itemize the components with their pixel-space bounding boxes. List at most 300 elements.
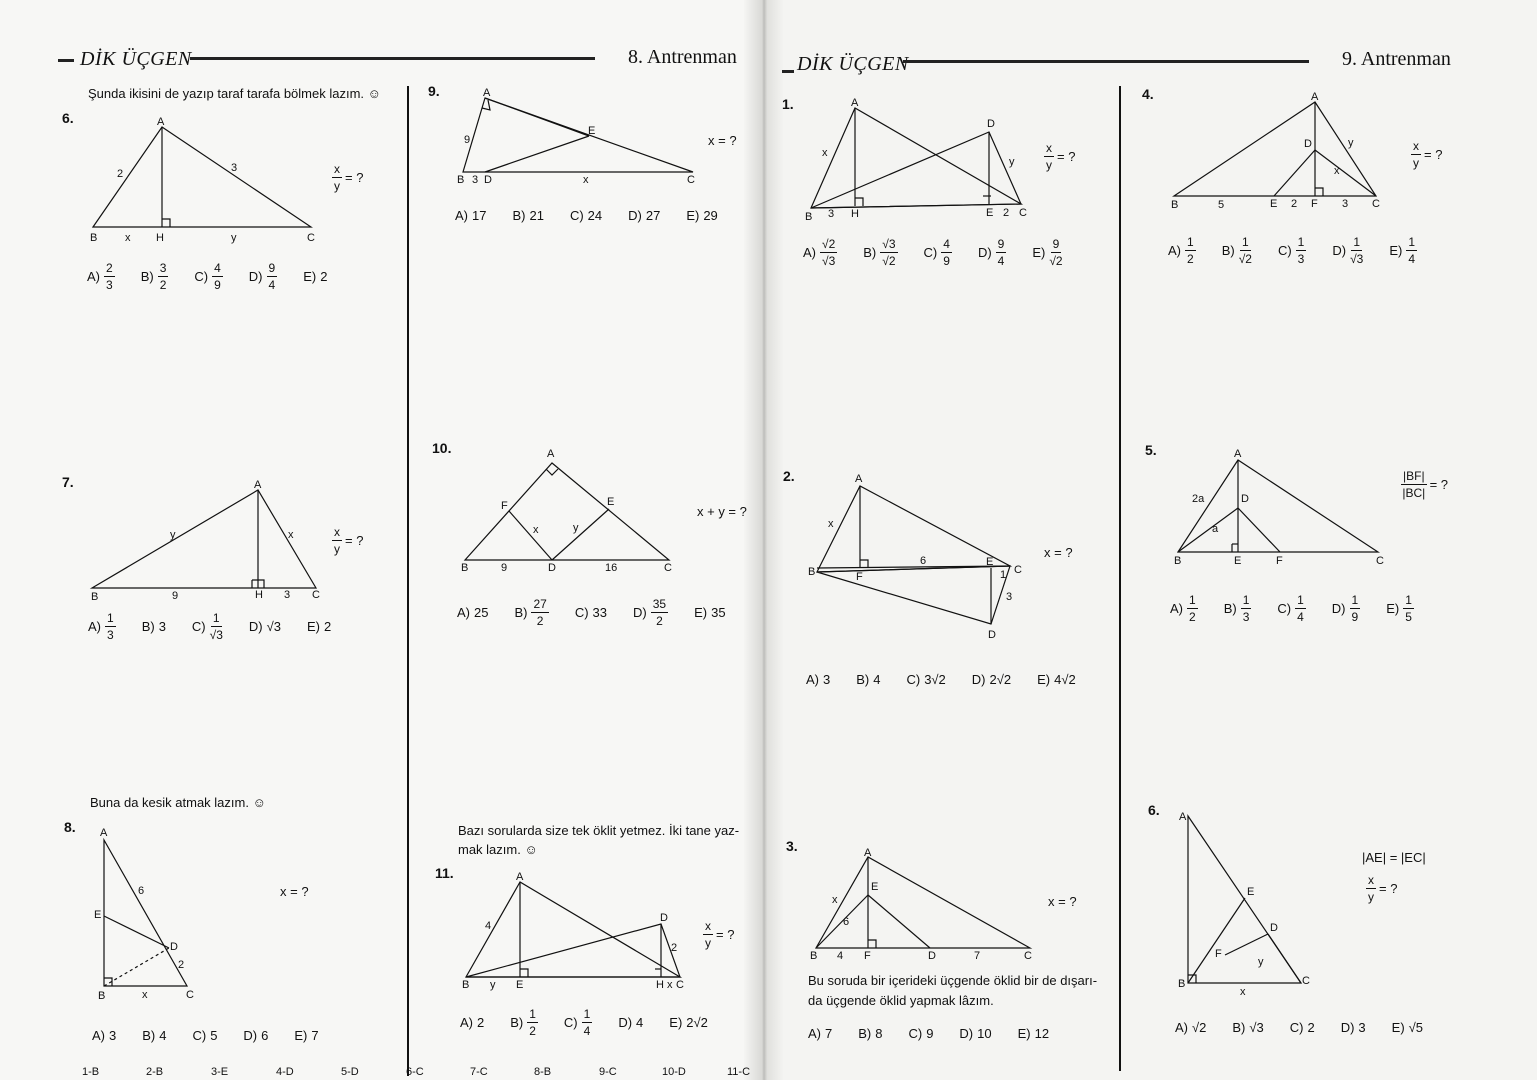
option-letter: B) bbox=[142, 1028, 156, 1043]
question-number: 1. bbox=[782, 96, 794, 112]
svg-text:2: 2 bbox=[1003, 207, 1010, 219]
svg-text:C: C bbox=[1014, 564, 1022, 576]
option-fraction: $\frac{9}{4}$ bbox=[997, 237, 1005, 268]
answer-key-item: 2-B bbox=[146, 1066, 164, 1078]
svg-text:6: 6 bbox=[843, 916, 850, 928]
answer-option bbox=[856, 672, 880, 687]
answer-key-item: 10-D bbox=[662, 1066, 686, 1078]
svg-text:C: C bbox=[1019, 207, 1027, 219]
answer-option bbox=[460, 1015, 484, 1030]
answer-options bbox=[88, 612, 357, 641]
svg-text:D: D bbox=[1304, 138, 1312, 150]
svg-text:C: C bbox=[312, 589, 320, 601]
svg-text:x: x bbox=[1334, 165, 1340, 177]
option-value: 4 bbox=[636, 1015, 644, 1030]
option-letter: D) bbox=[977, 245, 992, 260]
answer-options bbox=[1175, 1020, 1449, 1035]
answer-options bbox=[1170, 594, 1440, 623]
svg-text:y: y bbox=[490, 979, 496, 991]
svg-text:E: E bbox=[1234, 555, 1242, 567]
svg-text:A: A bbox=[100, 827, 108, 839]
answer-option bbox=[1392, 1020, 1423, 1035]
option-value: 2 bbox=[477, 1015, 485, 1030]
svg-text:y: y bbox=[231, 232, 237, 244]
question-number: 2. bbox=[783, 468, 795, 484]
question-number: 3. bbox=[786, 838, 798, 854]
svg-text:F: F bbox=[501, 500, 508, 512]
answer-option bbox=[1389, 236, 1417, 265]
triangle-figure bbox=[94, 826, 214, 1006]
question-number: 4. bbox=[1142, 86, 1154, 102]
svg-text:C: C bbox=[687, 174, 695, 186]
left-header-rule bbox=[190, 57, 595, 60]
answer-option bbox=[628, 208, 660, 223]
option-letter: B) bbox=[510, 1015, 524, 1030]
option-letter: B) bbox=[856, 672, 870, 687]
triangle-figure bbox=[1175, 808, 1315, 1000]
svg-text:D: D bbox=[1241, 493, 1249, 505]
svg-text:D: D bbox=[988, 629, 996, 641]
triangle-figure bbox=[85, 115, 335, 245]
answer-option bbox=[669, 1015, 708, 1030]
svg-text:y: y bbox=[1009, 156, 1015, 168]
question-prompt: $\frac{x}{y}$ = ? bbox=[705, 919, 735, 950]
right-header-rule bbox=[903, 60, 1309, 63]
option-value: √3 bbox=[1249, 1020, 1264, 1035]
option-fraction: $\frac{1}{2}$ bbox=[1187, 235, 1194, 266]
answer-option bbox=[1386, 594, 1414, 623]
answer-option bbox=[564, 1008, 592, 1037]
answer-options bbox=[457, 598, 752, 627]
book-gutter bbox=[744, 0, 784, 1080]
option-letter: E) bbox=[1037, 672, 1051, 687]
option-letter: B) bbox=[1223, 601, 1237, 616]
svg-text:B: B bbox=[461, 562, 469, 574]
answer-option bbox=[906, 672, 945, 687]
answer-option bbox=[92, 1028, 116, 1043]
option-fraction: $\frac{9}{4}$ bbox=[268, 261, 276, 292]
right-antrenman: 9. Antrenman bbox=[1342, 48, 1451, 70]
svg-text:D: D bbox=[548, 562, 556, 574]
option-letter: B) bbox=[140, 269, 154, 284]
svg-text:A: A bbox=[1311, 91, 1319, 103]
option-fraction: $\frac{1}{3}$ bbox=[107, 611, 114, 642]
svg-text:A: A bbox=[157, 116, 165, 128]
answer-option bbox=[1168, 236, 1196, 265]
answer-options bbox=[803, 238, 1089, 267]
svg-text:A: A bbox=[516, 871, 524, 883]
svg-text:2: 2 bbox=[117, 168, 124, 180]
answer-option bbox=[1290, 1020, 1315, 1035]
option-letter: C) bbox=[1277, 601, 1292, 616]
option-letter: A) bbox=[87, 269, 100, 284]
svg-text:B: B bbox=[810, 950, 818, 962]
answer-option bbox=[88, 612, 116, 641]
option-value: 5 bbox=[210, 1028, 218, 1043]
answer-option bbox=[514, 598, 548, 627]
option-letter: E) bbox=[294, 1028, 308, 1043]
svg-text:2: 2 bbox=[178, 959, 185, 971]
answer-key-item: 5-D bbox=[341, 1066, 359, 1078]
answer-option bbox=[1341, 1020, 1366, 1035]
option-value: 17 bbox=[472, 208, 487, 223]
svg-text:B: B bbox=[805, 211, 813, 223]
option-value: 12 bbox=[1034, 1026, 1050, 1041]
svg-text:B: B bbox=[808, 566, 816, 578]
svg-text:x: x bbox=[125, 232, 131, 244]
option-letter: C) bbox=[194, 269, 209, 284]
triangle-figure bbox=[458, 872, 698, 992]
option-letter: C) bbox=[191, 619, 206, 634]
option-value: 3√2 bbox=[924, 672, 946, 687]
option-fraction: $\frac{1}{3}$ bbox=[1242, 593, 1250, 624]
svg-text:2: 2 bbox=[1291, 198, 1298, 210]
option-letter: E) bbox=[686, 208, 700, 223]
svg-text:D: D bbox=[1270, 922, 1278, 934]
answer-key-item: 3-E bbox=[211, 1066, 229, 1078]
svg-text:A: A bbox=[855, 473, 863, 485]
option-value: 10 bbox=[977, 1026, 992, 1041]
svg-text:F: F bbox=[1311, 198, 1318, 210]
answer-option bbox=[192, 1028, 217, 1043]
svg-text:B: B bbox=[1171, 199, 1179, 211]
answer-option bbox=[294, 1028, 318, 1043]
question-prompt: $\frac{x}{y}$ = ? bbox=[1413, 139, 1443, 170]
svg-text:9: 9 bbox=[501, 562, 508, 574]
svg-text:B: B bbox=[462, 979, 470, 991]
answer-option bbox=[510, 1008, 538, 1037]
option-fraction: $\frac{27}{2}$ bbox=[533, 597, 547, 628]
answer-option bbox=[575, 605, 607, 620]
question-number: 11. bbox=[435, 865, 454, 881]
answer-option bbox=[194, 262, 222, 291]
question-prompt: x = ? bbox=[1044, 545, 1073, 560]
answer-option bbox=[1278, 236, 1306, 265]
answer-option bbox=[686, 208, 717, 223]
option-fraction: $\frac{35}{2}$ bbox=[652, 597, 667, 628]
answer-option bbox=[249, 262, 277, 291]
option-value: 7 bbox=[311, 1028, 319, 1043]
svg-text:3: 3 bbox=[231, 162, 238, 174]
triangle-figure bbox=[803, 96, 1035, 224]
option-fraction: $\frac{1}{√2}$ bbox=[1238, 235, 1252, 266]
svg-text:y: y bbox=[170, 529, 176, 541]
svg-text:C: C bbox=[1372, 198, 1380, 210]
option-letter: E) bbox=[1386, 601, 1400, 616]
answer-key-item: 11-C bbox=[727, 1066, 751, 1078]
question-prompt: x = ? bbox=[1048, 894, 1077, 909]
option-letter: D) bbox=[628, 208, 642, 223]
svg-text:4: 4 bbox=[837, 950, 844, 962]
given-condition: |AE| = |EC| bbox=[1362, 850, 1426, 865]
svg-text:16: 16 bbox=[605, 562, 618, 574]
option-value: 25 bbox=[474, 605, 489, 620]
answer-options bbox=[460, 1008, 734, 1037]
question-number: 5. bbox=[1145, 442, 1157, 458]
option-value: √5 bbox=[1408, 1020, 1424, 1035]
option-letter: B) bbox=[141, 619, 155, 634]
svg-text:x: x bbox=[832, 894, 838, 906]
option-value: 3 bbox=[823, 672, 831, 687]
svg-text:E: E bbox=[94, 909, 102, 921]
question-number: 8. bbox=[64, 819, 76, 835]
option-letter: E) bbox=[694, 605, 708, 620]
svg-text:y: y bbox=[1348, 137, 1354, 149]
option-letter: C) bbox=[906, 672, 921, 687]
svg-text:F: F bbox=[856, 571, 863, 583]
svg-text:2: 2 bbox=[671, 942, 678, 954]
question-number: 10. bbox=[432, 440, 452, 456]
svg-text:H: H bbox=[656, 979, 664, 991]
option-letter: D) bbox=[618, 1015, 633, 1030]
svg-text:y: y bbox=[1258, 956, 1264, 968]
answer-option bbox=[512, 208, 543, 223]
option-letter: D) bbox=[1331, 601, 1346, 616]
answer-option bbox=[1018, 1026, 1049, 1041]
answer-option bbox=[87, 262, 115, 291]
left-antrenman: 8. Antrenman bbox=[628, 46, 737, 68]
question-prompt: $\frac{x}{y}$ = ? bbox=[334, 162, 364, 193]
answer-option bbox=[924, 238, 952, 267]
svg-text:C: C bbox=[1302, 975, 1310, 987]
option-value: 6 bbox=[261, 1028, 269, 1043]
option-fraction: $\frac{1}{4}$ bbox=[583, 1007, 591, 1038]
svg-text:C: C bbox=[664, 562, 672, 574]
svg-text:A: A bbox=[1234, 448, 1242, 460]
svg-text:a: a bbox=[1212, 523, 1219, 535]
svg-text:D: D bbox=[928, 950, 936, 962]
svg-text:F: F bbox=[864, 950, 871, 962]
option-letter: A) bbox=[1168, 243, 1181, 258]
hint-text: Şunda ikisini de yazıp taraf tarafa bölmek lazım. ☺ bbox=[88, 86, 381, 101]
option-value: 4√2 bbox=[1054, 672, 1076, 687]
option-letter: D) bbox=[971, 672, 986, 687]
answer-option bbox=[806, 672, 830, 687]
answer-option bbox=[1332, 236, 1363, 265]
option-letter: D) bbox=[248, 269, 263, 284]
answer-option bbox=[243, 1028, 268, 1043]
question-prompt: $\frac{x}{y}$ = ? bbox=[1046, 141, 1076, 172]
answer-option bbox=[1032, 238, 1062, 267]
option-fraction: $\frac{1}{2}$ bbox=[1189, 593, 1196, 624]
svg-text:B: B bbox=[457, 174, 465, 186]
answer-key-item: 4-D bbox=[276, 1066, 294, 1078]
option-letter: C) bbox=[1277, 243, 1292, 258]
answer-option bbox=[1232, 1020, 1263, 1035]
option-letter: E) bbox=[1391, 1020, 1405, 1035]
svg-text:C: C bbox=[676, 979, 684, 991]
svg-text:B: B bbox=[1178, 978, 1186, 990]
option-value: 2√2 bbox=[989, 672, 1012, 687]
svg-text:H: H bbox=[156, 232, 164, 244]
question-number: 6. bbox=[62, 110, 74, 126]
answer-option bbox=[908, 1026, 933, 1041]
answer-option bbox=[142, 1028, 166, 1043]
answer-option bbox=[694, 605, 725, 620]
option-value: 9 bbox=[926, 1026, 934, 1041]
option-fraction: $\frac{4}{9}$ bbox=[214, 261, 221, 292]
answer-option bbox=[1332, 594, 1360, 623]
svg-text:4: 4 bbox=[485, 920, 492, 932]
option-fraction: $\frac{1}{4}$ bbox=[1408, 235, 1416, 266]
svg-text:C: C bbox=[186, 989, 194, 1001]
option-value: √3 bbox=[266, 619, 281, 634]
svg-text:1: 1 bbox=[1000, 569, 1007, 581]
svg-text:B: B bbox=[98, 990, 106, 1002]
svg-text:x: x bbox=[667, 979, 673, 991]
option-letter: E) bbox=[1032, 245, 1046, 260]
question-prompt: $\frac{x}{y}$ = ? bbox=[334, 525, 364, 556]
option-letter: D) bbox=[1332, 243, 1347, 258]
header-dash bbox=[58, 59, 74, 62]
svg-text:H: H bbox=[851, 208, 859, 220]
option-fraction: $\frac{9}{√2}$ bbox=[1049, 237, 1063, 268]
svg-text:B: B bbox=[91, 591, 99, 603]
option-value: 4 bbox=[159, 1028, 167, 1043]
answer-option bbox=[457, 605, 488, 620]
option-value: 2 bbox=[320, 269, 328, 284]
option-letter: C) bbox=[192, 1028, 207, 1043]
option-value: 2 bbox=[1307, 1020, 1315, 1035]
option-value: 3 bbox=[1358, 1020, 1366, 1035]
answer-option bbox=[455, 208, 486, 223]
question-prompt: x = ? bbox=[280, 884, 309, 899]
option-fraction: $\frac{1}{2}$ bbox=[529, 1007, 536, 1038]
question-number: 9. bbox=[428, 83, 440, 99]
svg-text:B: B bbox=[1174, 555, 1182, 567]
answer-option bbox=[570, 208, 602, 223]
option-letter: C) bbox=[574, 605, 589, 620]
svg-text:E: E bbox=[607, 496, 615, 508]
answer-option bbox=[1037, 672, 1076, 687]
svg-text:x: x bbox=[828, 518, 834, 530]
option-fraction: $\frac{4}{9}$ bbox=[943, 237, 950, 268]
svg-text:F: F bbox=[1215, 948, 1222, 960]
option-letter: A) bbox=[1175, 1020, 1188, 1035]
svg-text:6: 6 bbox=[920, 555, 927, 567]
answer-option bbox=[803, 238, 837, 267]
option-letter: C) bbox=[923, 245, 938, 260]
option-letter: A) bbox=[1170, 601, 1183, 616]
option-fraction: $\frac{1}{√3}$ bbox=[1350, 235, 1364, 266]
svg-text:H: H bbox=[255, 589, 263, 601]
option-letter: E) bbox=[669, 1015, 683, 1030]
svg-text:A: A bbox=[254, 479, 262, 491]
answer-option bbox=[863, 238, 897, 267]
answer-option bbox=[1277, 594, 1305, 623]
option-letter: B) bbox=[514, 605, 528, 620]
option-letter: E) bbox=[303, 269, 317, 284]
option-letter: D) bbox=[1340, 1020, 1355, 1035]
answer-option bbox=[141, 262, 169, 291]
svg-text:2a: 2a bbox=[1192, 493, 1205, 505]
option-fraction: $\frac{2}{3}$ bbox=[106, 261, 113, 292]
svg-text:3: 3 bbox=[1006, 591, 1013, 603]
triangle-figure bbox=[457, 443, 677, 578]
triangle-figure bbox=[455, 88, 705, 188]
question-number: 7. bbox=[62, 474, 74, 490]
header-dash bbox=[782, 70, 794, 73]
question-prompt: x + y = ? bbox=[697, 504, 747, 519]
svg-text:x: x bbox=[142, 989, 148, 1001]
svg-text:E: E bbox=[986, 207, 994, 219]
svg-text:D: D bbox=[660, 912, 668, 924]
svg-text:9: 9 bbox=[464, 134, 471, 146]
option-letter: C) bbox=[569, 208, 584, 223]
svg-text:B: B bbox=[90, 232, 98, 244]
option-value: 2√2 bbox=[686, 1015, 708, 1030]
option-letter: E) bbox=[1389, 243, 1403, 258]
svg-text:3: 3 bbox=[828, 208, 835, 220]
answer-options bbox=[1168, 236, 1443, 265]
option-fraction: $\frac{1}{4}$ bbox=[1297, 593, 1304, 624]
option-value: √2 bbox=[1192, 1020, 1207, 1035]
answer-key-item: 6-C bbox=[406, 1066, 424, 1078]
svg-text:x: x bbox=[1240, 986, 1246, 998]
answer-key-item: 1-B bbox=[82, 1066, 100, 1078]
option-letter: A) bbox=[460, 1015, 473, 1030]
option-letter: B) bbox=[863, 245, 877, 260]
option-letter: B) bbox=[858, 1026, 872, 1041]
option-letter: D) bbox=[633, 605, 647, 620]
option-letter: A) bbox=[457, 605, 470, 620]
option-value: 29 bbox=[703, 208, 718, 223]
triangle-figure bbox=[88, 478, 328, 603]
hint-text: Bu soruda bir içerideki üçgende öklid bir de dışarı- bbox=[808, 973, 1098, 988]
answer-option bbox=[307, 619, 331, 634]
option-letter: D) bbox=[248, 619, 263, 634]
answer-options bbox=[92, 1028, 345, 1043]
svg-text:3: 3 bbox=[284, 589, 291, 601]
answer-option bbox=[633, 598, 668, 627]
answer-option bbox=[858, 1026, 882, 1041]
answer-option bbox=[1222, 236, 1252, 265]
triangle-figure bbox=[808, 845, 1038, 965]
svg-text:x: x bbox=[533, 524, 539, 536]
option-fraction: $\frac{1}{√3}$ bbox=[209, 611, 223, 642]
option-value: 3 bbox=[158, 619, 166, 634]
answer-option bbox=[1175, 1020, 1206, 1035]
triangle-figure bbox=[1168, 90, 1386, 215]
svg-text:D: D bbox=[484, 174, 492, 186]
option-value: 2 bbox=[324, 619, 332, 634]
option-value: 3 bbox=[109, 1028, 117, 1043]
question-prompt: x = ? bbox=[708, 133, 737, 148]
hint-text: Bazı sorularda size tek öklit yetmez. İki tane yaz- bbox=[458, 823, 740, 838]
question-number: 6. bbox=[1148, 802, 1160, 818]
answer-options bbox=[87, 262, 353, 291]
option-value: 35 bbox=[711, 605, 726, 620]
answer-option bbox=[1170, 594, 1198, 623]
svg-text:3: 3 bbox=[1342, 198, 1349, 210]
svg-text:C: C bbox=[1024, 950, 1032, 962]
right-header-title: DİK ÜÇGEN bbox=[797, 53, 909, 75]
option-letter: A) bbox=[803, 245, 816, 260]
option-letter: D) bbox=[243, 1028, 258, 1043]
left-header-title: DİK ÜÇGEN bbox=[80, 48, 192, 70]
svg-text:9: 9 bbox=[172, 590, 179, 602]
answer-option bbox=[959, 1026, 991, 1041]
option-fraction: $\frac{√3}{√2}$ bbox=[882, 237, 896, 268]
answer-option bbox=[303, 269, 327, 284]
answer-option bbox=[249, 619, 281, 634]
option-fraction: $\frac{√2}{√3}$ bbox=[822, 237, 836, 268]
option-letter: A) bbox=[88, 619, 101, 634]
option-letter: A) bbox=[806, 672, 819, 687]
svg-text:E: E bbox=[871, 881, 879, 893]
answer-key-item: 9-C bbox=[599, 1066, 617, 1078]
option-fraction: $\frac{1}{9}$ bbox=[1351, 593, 1359, 624]
